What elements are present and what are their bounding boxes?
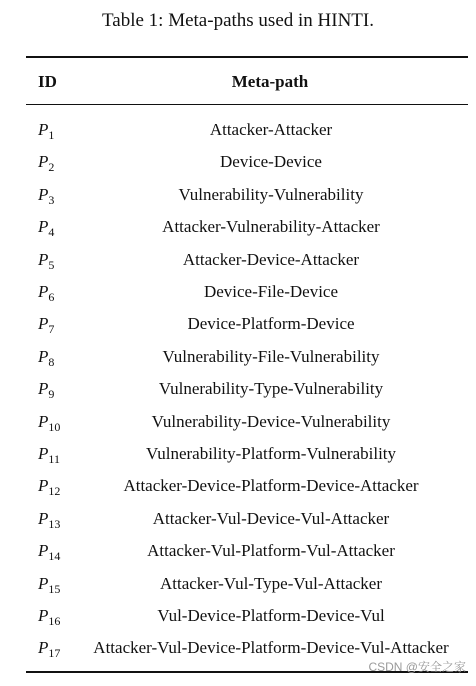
row-id xyxy=(38,347,54,370)
table-row xyxy=(0,116,476,148)
row-id-letter: P xyxy=(38,444,49,463)
row-id-subscript: 11 xyxy=(48,452,60,466)
row-id-letter: P xyxy=(38,573,49,593)
row-id-subscript: 2 xyxy=(48,160,55,175)
column-header-id: ID xyxy=(38,72,57,91)
row-meta-path: Attacker-Vul-Device-Vul-Attacker xyxy=(152,508,390,528)
row-meta-path: Vulnerability-Vulnerability xyxy=(178,184,364,204)
table-row xyxy=(0,310,476,342)
row-id-letter: P xyxy=(38,508,49,528)
row-id-letter: P xyxy=(38,379,49,399)
row-id-letter: P xyxy=(38,411,49,431)
row-id-letter: P xyxy=(38,282,49,301)
table-row xyxy=(0,408,476,440)
row-id-letter: P xyxy=(38,606,49,625)
row-id-letter: P xyxy=(38,541,49,561)
row-id xyxy=(38,185,54,208)
row-id xyxy=(38,152,54,175)
row-id-letter: P xyxy=(38,217,49,237)
table-row xyxy=(0,246,476,278)
row-meta-path: Attacker-Vul-Device-Platform-Device-Vul-Attacker xyxy=(93,638,449,658)
row-id-letter: P xyxy=(38,638,49,658)
row-id-letter: P xyxy=(38,152,49,172)
row-meta-path: Device-File-Device xyxy=(203,282,339,301)
row-id-letter: P xyxy=(38,476,49,496)
row-id xyxy=(38,379,54,402)
row-meta-path: Attacker-Device-Platform-Device-Attacker xyxy=(123,476,419,496)
row-meta-path: Attacker-Vul-Type-Vul-Attacker xyxy=(159,573,383,593)
row-id xyxy=(38,314,54,337)
row-meta-path: Attacker-Vulnerability-Attacker xyxy=(162,217,380,237)
table-row xyxy=(0,148,476,180)
row-id-subscript: 15 xyxy=(48,581,61,596)
row-id-subscript: 6 xyxy=(48,290,55,304)
row-id-subscript: 5 xyxy=(48,257,55,272)
table-row xyxy=(0,570,476,602)
row-meta-path: Vulnerability-Type-Vulnerability xyxy=(158,379,384,399)
table-row xyxy=(0,213,476,245)
table-row xyxy=(0,505,476,537)
table-row xyxy=(0,343,476,375)
row-id-letter: P xyxy=(38,184,49,204)
row-id-letter: P xyxy=(38,346,49,366)
row-id-subscript: 9 xyxy=(48,387,55,402)
row-id-subscript: 17 xyxy=(48,646,61,661)
row-id-subscript: 10 xyxy=(48,419,61,434)
row-id-letter: P xyxy=(38,249,49,269)
table-row xyxy=(0,278,476,310)
row-id xyxy=(38,250,54,273)
row-meta-path: Attacker-Attacker xyxy=(209,120,333,139)
row-id-letter: P xyxy=(38,314,49,334)
row-id xyxy=(38,217,54,240)
row-meta-path: Vulnerability-File-Vulnerability xyxy=(162,346,380,366)
row-meta-path: Vul-Device-Platform-Device-Vul xyxy=(157,606,385,625)
row-id-subscript: 8 xyxy=(48,354,55,369)
row-meta-path: Vulnerability-Device-Vulnerability xyxy=(151,411,391,431)
table-row xyxy=(0,181,476,213)
row-meta-path: Attacker-Device-Attacker xyxy=(182,249,360,269)
row-id-subscript: 4 xyxy=(48,225,55,240)
table-row xyxy=(0,375,476,407)
row-meta-path: Vulnerability-Platform-Vulnerability xyxy=(145,444,397,463)
table-row xyxy=(0,602,476,634)
row-id xyxy=(38,120,54,143)
table-row xyxy=(0,472,476,504)
row-id-subscript: 1 xyxy=(48,128,55,142)
column-header-meta-path: Meta-path xyxy=(231,72,309,91)
table-row xyxy=(0,537,476,569)
top-rule xyxy=(26,56,468,58)
row-id-subscript: 7 xyxy=(48,322,55,337)
row-id-subscript: 13 xyxy=(48,516,61,531)
row-id-subscript: 14 xyxy=(48,549,61,564)
row-id xyxy=(38,282,54,305)
row-id-subscript: 3 xyxy=(48,192,55,207)
row-id-letter: P xyxy=(38,120,49,139)
table-row xyxy=(0,440,476,472)
table-caption: Table 1: Meta-paths used in HINTI. xyxy=(102,10,374,31)
watermark: CSDN @安全之家 xyxy=(368,660,466,674)
row-id-subscript: 12 xyxy=(48,484,61,499)
row-meta-path: Device-Device xyxy=(220,152,322,172)
row-meta-path: Device-Platform-Device xyxy=(187,314,355,334)
header-rule xyxy=(26,104,468,105)
row-id-subscript: 16 xyxy=(48,614,61,628)
row-meta-path: Attacker-Vul-Platform-Vul-Attacker xyxy=(147,541,395,561)
